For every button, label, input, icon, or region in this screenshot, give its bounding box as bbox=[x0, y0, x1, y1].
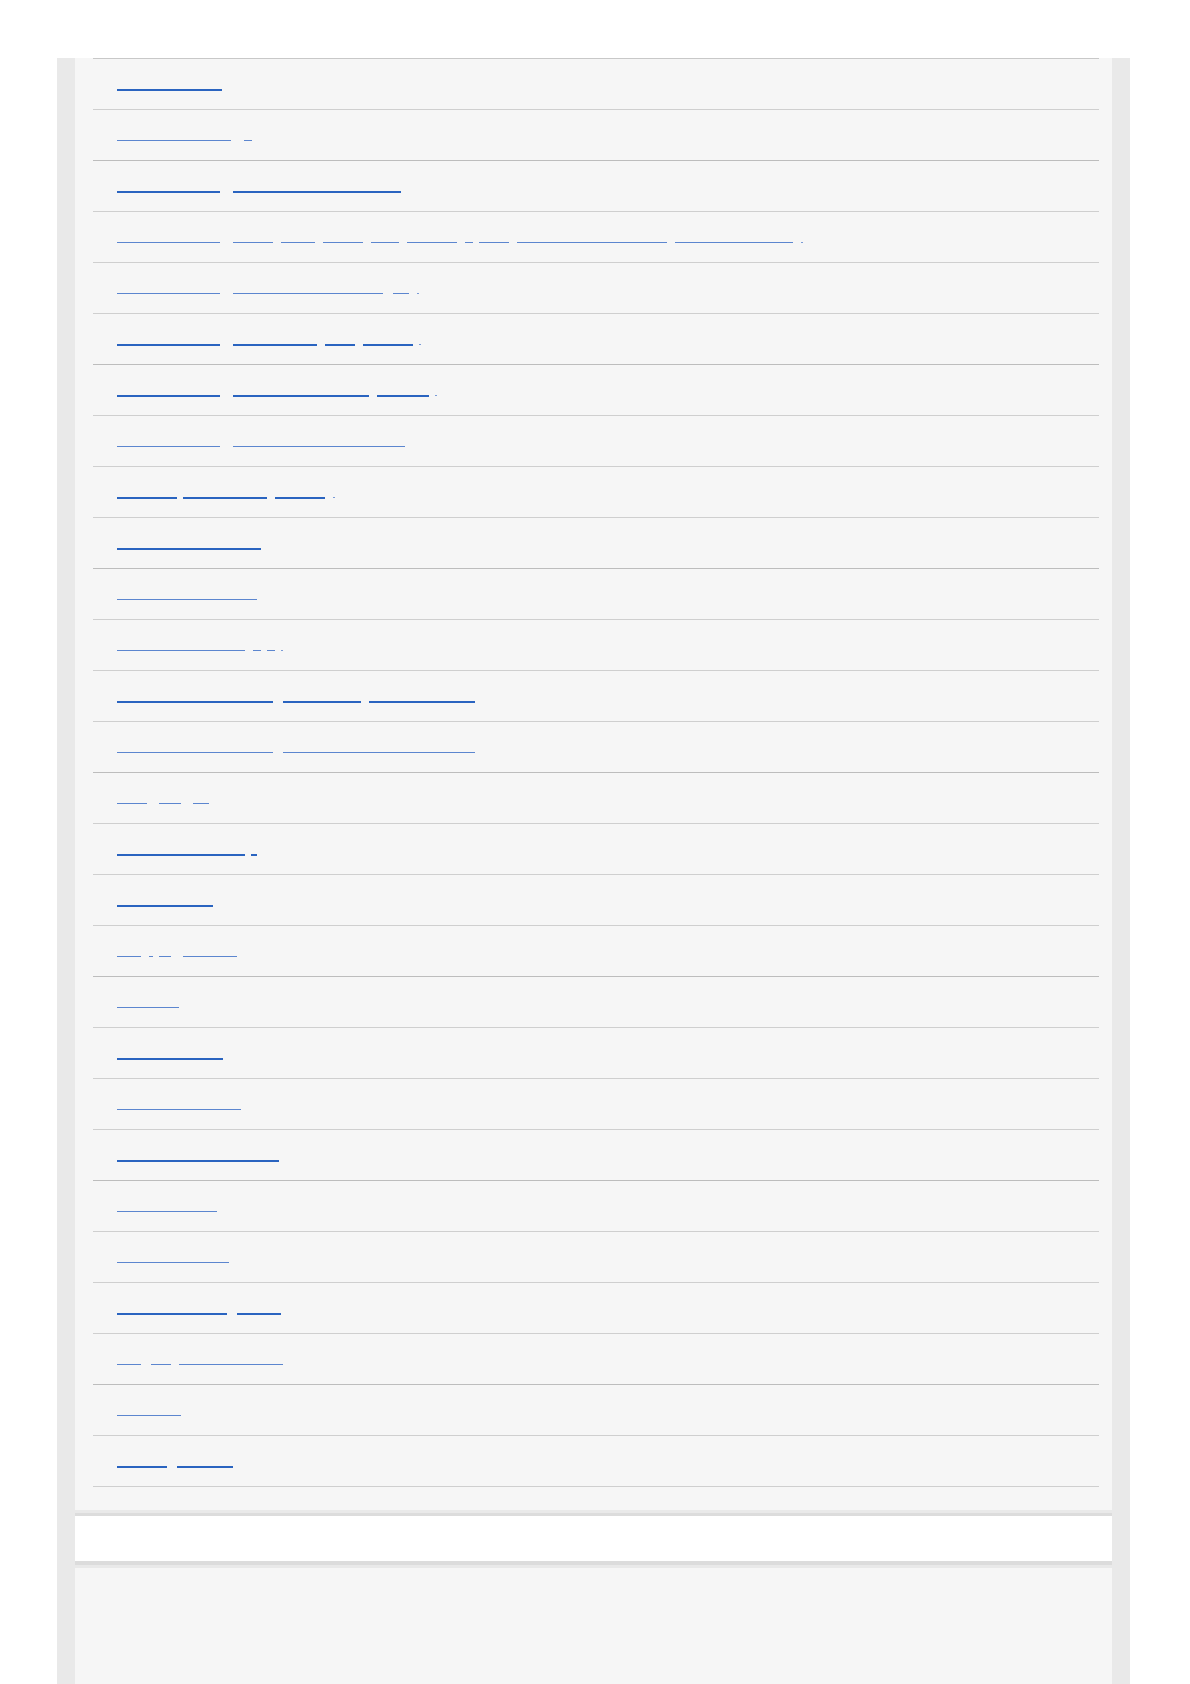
list-item bbox=[93, 671, 1099, 722]
link-underline bbox=[117, 650, 245, 651]
link-underline bbox=[233, 344, 317, 346]
link-underline bbox=[117, 446, 220, 447]
link-underline bbox=[117, 1211, 217, 1212]
link-underline bbox=[159, 956, 171, 957]
link-underline bbox=[267, 650, 275, 651]
list-item bbox=[93, 977, 1099, 1028]
list-item-link[interactable] bbox=[117, 280, 424, 296]
link-underline bbox=[363, 344, 413, 346]
link-underline bbox=[369, 701, 475, 703]
list-item-link[interactable] bbox=[117, 1249, 233, 1265]
link-underline bbox=[183, 956, 237, 957]
link-underline bbox=[117, 1160, 279, 1162]
link-underline bbox=[281, 242, 315, 243]
link-underline bbox=[233, 446, 405, 447]
link-underline bbox=[419, 344, 421, 345]
list-item-link[interactable] bbox=[117, 229, 808, 245]
link-underline bbox=[237, 1313, 281, 1315]
link-underline bbox=[233, 242, 273, 243]
link-underline bbox=[233, 191, 401, 193]
link-underline bbox=[117, 293, 220, 294]
list-item-link[interactable] bbox=[117, 484, 340, 500]
list-item bbox=[93, 365, 1099, 416]
link-underline bbox=[117, 1466, 167, 1468]
list-item-link[interactable] bbox=[117, 1147, 283, 1163]
link-underline bbox=[117, 191, 220, 193]
list-item-link[interactable] bbox=[117, 535, 265, 551]
list-item-link[interactable] bbox=[117, 892, 217, 908]
link-underline bbox=[177, 1466, 233, 1468]
list-item-link[interactable] bbox=[117, 382, 442, 398]
list-item-link[interactable] bbox=[117, 1300, 285, 1316]
list-item-link[interactable] bbox=[117, 637, 288, 653]
list-item-link[interactable] bbox=[117, 1198, 221, 1214]
list-item-link[interactable] bbox=[117, 1351, 287, 1367]
link-underline bbox=[417, 293, 419, 294]
link-underline bbox=[117, 1007, 179, 1008]
link-underline bbox=[117, 752, 273, 753]
list-item bbox=[93, 875, 1099, 926]
list-item-link[interactable] bbox=[117, 433, 409, 449]
list-item-link[interactable] bbox=[117, 586, 261, 602]
list-item-link[interactable] bbox=[117, 331, 426, 347]
document-frame bbox=[57, 58, 1130, 1684]
link-underline bbox=[479, 242, 509, 243]
list-item bbox=[93, 569, 1099, 620]
link-list-panel bbox=[75, 58, 1112, 1510]
link-underline bbox=[117, 140, 231, 141]
link-underline bbox=[801, 242, 803, 243]
list-item-link[interactable] bbox=[117, 688, 479, 704]
list-item-link[interactable] bbox=[117, 178, 405, 194]
link-underline bbox=[283, 701, 361, 703]
list-item bbox=[93, 1028, 1099, 1079]
link-underline bbox=[233, 395, 369, 397]
link-underline bbox=[117, 1313, 227, 1315]
link-underline bbox=[675, 242, 793, 243]
link-underline bbox=[371, 242, 399, 243]
link-list bbox=[93, 58, 1099, 1487]
list-item bbox=[93, 518, 1099, 569]
link-underline bbox=[117, 548, 261, 550]
link-underline bbox=[183, 497, 267, 499]
link-underline bbox=[253, 650, 261, 651]
link-underline bbox=[393, 293, 409, 294]
list-item bbox=[93, 722, 1099, 773]
lower-panel bbox=[75, 1568, 1112, 1684]
link-underline bbox=[517, 242, 667, 243]
link-underline bbox=[377, 395, 429, 397]
list-item bbox=[93, 824, 1099, 875]
list-item-link[interactable] bbox=[117, 76, 226, 92]
link-underline bbox=[325, 344, 355, 346]
link-underline bbox=[117, 599, 257, 600]
link-underline bbox=[233, 293, 383, 294]
link-underline bbox=[435, 395, 437, 396]
footer-band bbox=[75, 1513, 1112, 1565]
link-underline bbox=[117, 1058, 223, 1060]
link-underline bbox=[117, 905, 213, 907]
list-item-link[interactable] bbox=[117, 739, 479, 755]
list-item-link[interactable] bbox=[117, 1453, 237, 1469]
link-underline bbox=[151, 1364, 171, 1365]
link-underline bbox=[333, 497, 335, 498]
list-item bbox=[93, 416, 1099, 467]
list-item bbox=[93, 773, 1099, 824]
link-underline bbox=[465, 242, 473, 243]
link-underline bbox=[117, 395, 220, 397]
link-underline bbox=[275, 497, 325, 499]
list-item-link[interactable] bbox=[117, 790, 213, 806]
link-underline bbox=[117, 1364, 141, 1365]
link-underline bbox=[117, 803, 147, 804]
link-underline bbox=[193, 803, 209, 804]
list-item bbox=[93, 1283, 1099, 1334]
list-item bbox=[93, 161, 1099, 212]
link-underline bbox=[117, 956, 141, 957]
list-item-link[interactable] bbox=[117, 841, 261, 857]
list-item-link[interactable] bbox=[117, 127, 256, 143]
link-underline bbox=[323, 242, 363, 243]
list-item bbox=[93, 926, 1099, 977]
link-underline bbox=[283, 752, 475, 753]
list-item bbox=[93, 110, 1099, 161]
list-item bbox=[93, 263, 1099, 314]
link-underline bbox=[159, 803, 181, 804]
link-underline bbox=[407, 242, 457, 243]
link-underline bbox=[251, 854, 257, 856]
list-item bbox=[93, 1232, 1099, 1283]
list-item-link[interactable] bbox=[117, 1045, 227, 1061]
link-underline bbox=[179, 1364, 283, 1365]
list-item bbox=[93, 1436, 1099, 1487]
list-item bbox=[93, 1334, 1099, 1385]
link-underline bbox=[117, 701, 273, 703]
list-item-link[interactable] bbox=[117, 943, 241, 959]
list-item bbox=[93, 212, 1099, 263]
list-item bbox=[93, 1385, 1099, 1436]
list-item bbox=[93, 314, 1099, 365]
link-underline bbox=[117, 854, 245, 856]
list-item-link[interactable] bbox=[117, 994, 183, 1010]
list-item-link[interactable] bbox=[117, 1096, 245, 1112]
list-item-link[interactable] bbox=[117, 1402, 185, 1418]
list-item bbox=[93, 59, 1099, 110]
list-item bbox=[93, 1079, 1099, 1130]
link-underline bbox=[117, 497, 177, 499]
link-underline bbox=[117, 1415, 181, 1416]
list-item bbox=[93, 1130, 1099, 1181]
link-underline bbox=[117, 1262, 229, 1263]
list-item bbox=[93, 1181, 1099, 1232]
link-underline bbox=[281, 650, 283, 651]
link-underline bbox=[244, 140, 252, 141]
link-underline bbox=[149, 956, 153, 957]
link-underline bbox=[117, 89, 222, 91]
link-underline bbox=[117, 1109, 241, 1110]
link-underline bbox=[117, 242, 220, 243]
list-item bbox=[93, 467, 1099, 518]
link-underline bbox=[117, 344, 220, 346]
list-item bbox=[93, 620, 1099, 671]
